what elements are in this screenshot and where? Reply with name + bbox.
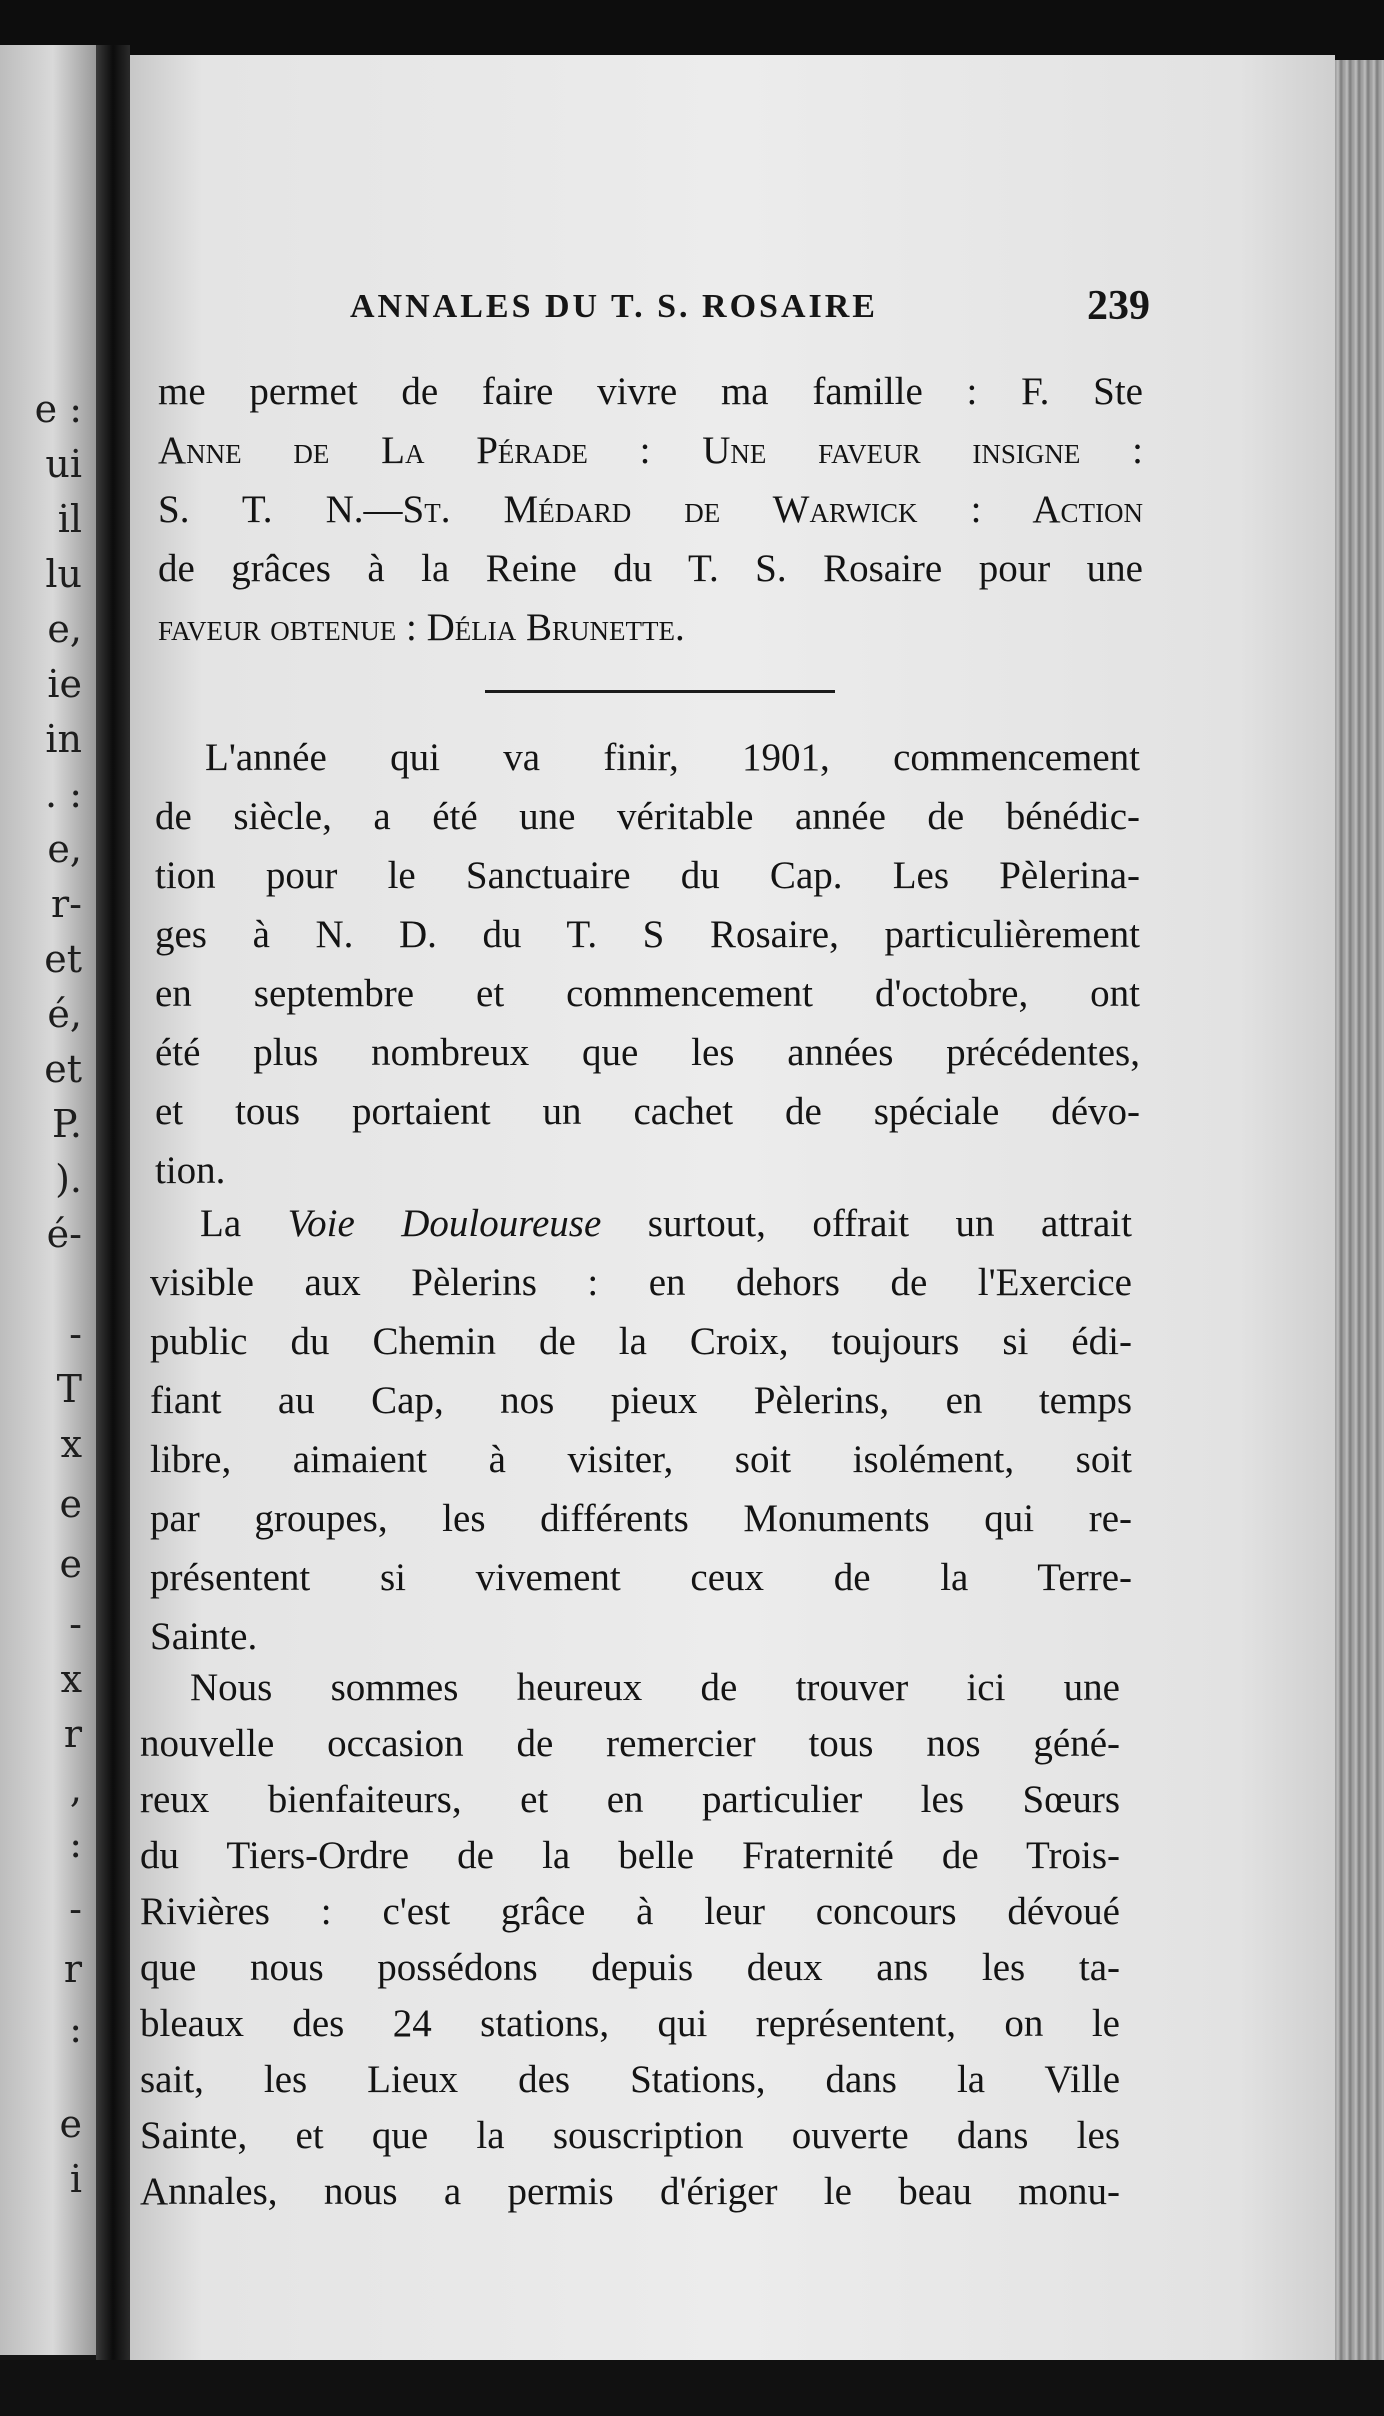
text-line: Sainte, et que la souscription ouverte dans les <box>140 2114 1120 2157</box>
text-line: été plus nombreux que les années précédentes, <box>155 1031 1140 1074</box>
left-page-fragment: - <box>69 1602 82 1646</box>
text-line: bleaux des 24 stations, qui représentent, on le <box>140 2002 1120 2045</box>
paragraph-benefactors <box>140 1660 1120 2220</box>
page-stack-edge <box>1335 60 1384 2390</box>
page-header <box>200 282 1150 342</box>
left-page-fragment: in <box>45 717 82 761</box>
page-number: 239 <box>1087 283 1150 329</box>
left-page-fragment: et <box>44 1047 82 1091</box>
text-line: que nous possédons depuis deux ans les ta- <box>140 1946 1120 1989</box>
text-line <box>150 1194 1132 1253</box>
left-page-fragment: . : <box>45 772 82 816</box>
text-line: Anne de La Pérade : Une faveur insigne : <box>158 429 1143 472</box>
book-gutter <box>96 45 130 2375</box>
italic-title: Voie Douloureuse <box>287 1202 602 1245</box>
left-page-fragment: , <box>69 1767 82 1811</box>
text-line: faveur obtenue : Délia Brunette. <box>158 606 685 649</box>
section-divider <box>485 690 835 693</box>
left-page-fragment: et <box>44 937 82 981</box>
text-line: me permet de faire vivre ma famille : F. Ste <box>158 370 1143 413</box>
text-line: Rivières : c'est grâce à leur concours dévoué <box>140 1890 1120 1933</box>
text-line: S. T. N.—St. Médard de Warwick : Action <box>158 488 1143 531</box>
text-line: par groupes, les différents Monuments qui re- <box>150 1497 1132 1540</box>
paragraph-continuation <box>158 362 1143 657</box>
left-page-fragment: P. <box>52 1102 82 1146</box>
left-page-fragment: r <box>63 1947 82 1991</box>
paragraph-year-1901 <box>155 728 1140 1200</box>
scan-background-top <box>0 0 1384 60</box>
text-run: La <box>200 1202 288 1245</box>
text-line: du Tiers-Ordre de la belle Fraternité de Trois- <box>140 1834 1120 1877</box>
text-run: surtout, offrait un attrait <box>601 1202 1132 1245</box>
left-page-fragment: r- <box>50 882 82 926</box>
text-line: de grâces à la Reine du T. S. Rosaire pour une <box>158 547 1143 590</box>
left-page-fragment: i <box>69 2157 82 2201</box>
text-line: visible aux Pèlerins : en dehors de l'Exercice <box>150 1261 1132 1304</box>
left-page-fragment: e <box>59 1542 82 1586</box>
text-line: reux bienfaiteurs, et en particulier les Sœurs <box>140 1778 1120 1821</box>
text-line: en septembre et commencement d'octobre, ont <box>155 972 1140 1015</box>
left-page-fragment: e, <box>47 827 82 871</box>
left-page-fragment: é, <box>47 992 82 1036</box>
left-page-fragment: ui <box>45 442 82 486</box>
text-line: nouvelle occasion de remercier tous nos géné- <box>140 1722 1120 1765</box>
text-line: présentent si vivement ceux de la Terre- <box>150 1556 1132 1599</box>
left-page-fragment: - <box>69 1887 82 1931</box>
left-page-fragment: x <box>60 1422 82 1466</box>
left-page-fragment: e, <box>47 607 82 651</box>
left-page-edge <box>0 45 96 2355</box>
text-line: tion pour le Sanctuaire du Cap. Les Pèlerina- <box>155 854 1140 897</box>
scan-background-bottom <box>0 2360 1384 2416</box>
text-line: L'année qui va finir, 1901, commencement <box>205 736 1140 779</box>
left-page-fragment: ie <box>47 662 82 706</box>
text-line: Sainte. <box>150 1615 258 1658</box>
text-line: tion. <box>155 1149 226 1192</box>
text-line: fiant au Cap, nos pieux Pèlerins, en temps <box>150 1379 1132 1422</box>
left-page-fragment: lu <box>45 552 82 596</box>
left-page-fragment: e <box>59 1482 82 1526</box>
left-page-fragment: ). <box>55 1157 82 1201</box>
left-page-fragment: é- <box>46 1212 82 1256</box>
left-page-fragment: x <box>60 1657 82 1701</box>
text-line: ges à N. D. du T. S Rosaire, particulièrement <box>155 913 1140 956</box>
text-line: sait, les Lieux des Stations, dans la Ville <box>140 2058 1120 2101</box>
text-line: Nous sommes heureux de trouver ici une <box>190 1666 1120 1709</box>
left-page-fragment: r <box>63 1712 82 1756</box>
text-line: et tous portaient un cachet de spéciale dévo- <box>155 1090 1140 1133</box>
text-line: public du Chemin de la Croix, toujours si édi- <box>150 1320 1132 1363</box>
paragraph-voie-douloureuse <box>150 1194 1132 1666</box>
text-line: de siècle, a été une véritable année de bénédic- <box>155 795 1140 838</box>
left-page-fragment: il <box>57 497 82 541</box>
left-page-fragment: e : <box>34 387 82 431</box>
left-page-fragment: e <box>59 2102 82 2146</box>
text-line: libre, aimaient à visiter, soit isolément, soit <box>150 1438 1132 1481</box>
left-page-fragment: : <box>69 2007 82 2051</box>
left-page-fragment: T <box>56 1367 82 1411</box>
text-line: Annales, nous a permis d'ériger le beau monu- <box>140 2170 1120 2213</box>
running-head: ANNALES DU T. S. ROSAIRE <box>350 288 878 325</box>
left-page-fragment: - <box>69 1312 82 1356</box>
left-page-fragment: : <box>69 1822 82 1866</box>
